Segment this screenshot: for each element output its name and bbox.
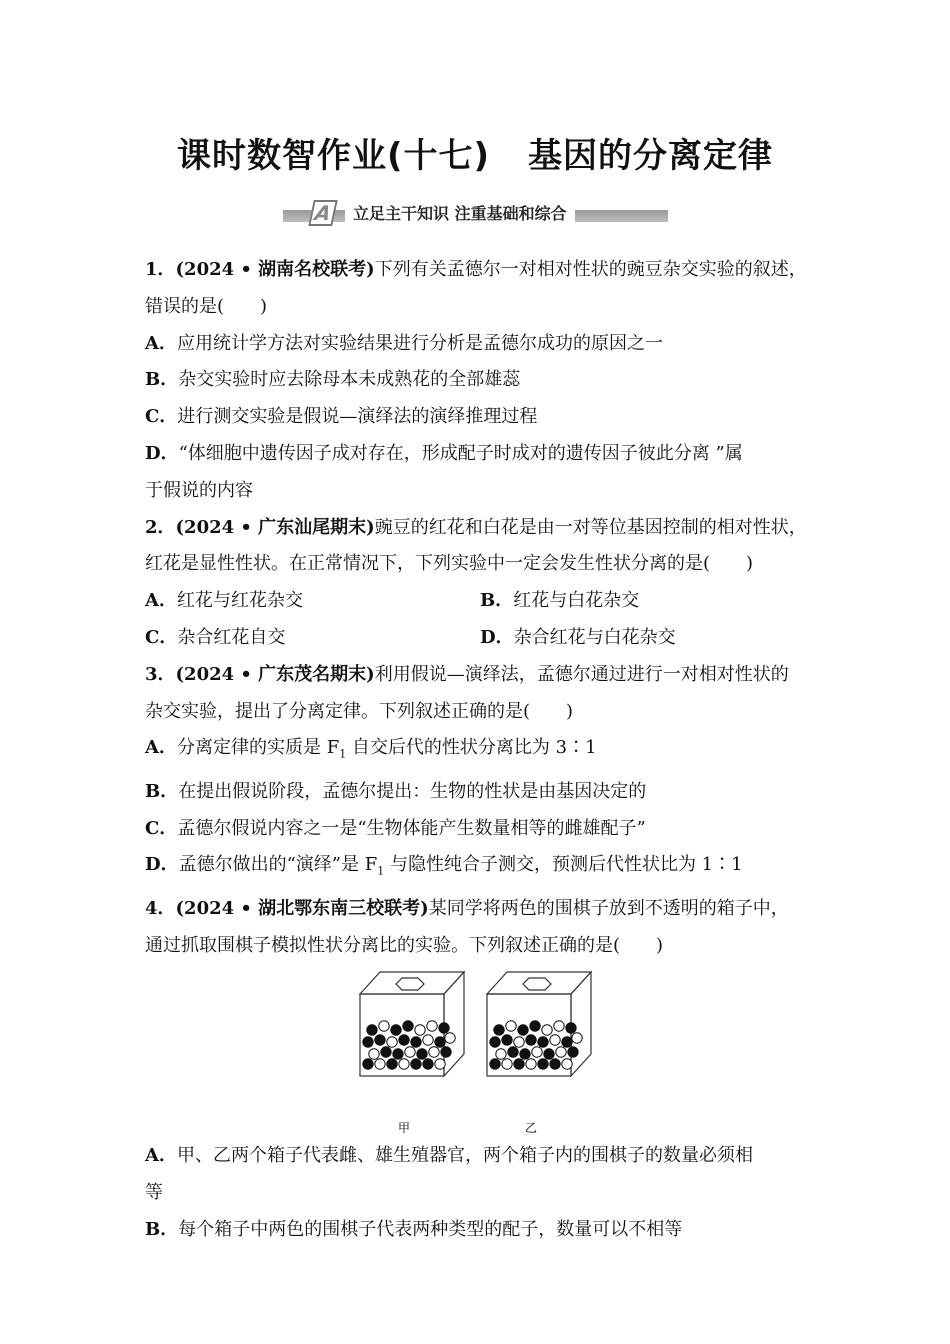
question-number: 2． — [145, 516, 176, 538]
black-stone — [411, 1037, 421, 1047]
question-4-option-b — [145, 1212, 825, 1249]
stem-text: 下列有关孟德尔一对相对性状的豌豆杂交实验的叙述， — [374, 259, 807, 280]
question-1-option-d-cont: 于假说的内容 — [145, 479, 253, 501]
question-4-stem-cont: 通过抓取围棋子模拟性状分离比的实验。下列叙述正确的是( ) — [145, 934, 664, 956]
question-number: 4． — [145, 897, 176, 919]
question-1-option-b — [145, 362, 825, 399]
white-stone — [399, 1059, 409, 1069]
question-3-option-d — [145, 847, 825, 890]
question-3-option-a — [145, 730, 825, 773]
option-letter: A． — [145, 737, 177, 759]
black-stone — [441, 1047, 451, 1057]
page-title — [0, 128, 950, 177]
question-number: 3． — [145, 663, 176, 685]
option-text-cont: 自交后代的性状分离比为 3∶1 — [346, 737, 597, 759]
white-stone — [556, 1047, 566, 1057]
white-stone — [405, 1047, 415, 1057]
question-2-option-b — [480, 583, 815, 620]
white-stone — [415, 1025, 425, 1035]
question-2-option-d — [480, 620, 815, 657]
black-stone — [417, 1049, 427, 1059]
black-stone — [562, 1037, 572, 1047]
title-part1: 课时数智作业(十七) — [176, 136, 491, 176]
question-1-option-a — [145, 326, 825, 363]
black-stone — [568, 1047, 578, 1057]
question-4-stem — [145, 891, 825, 928]
question-source: (2024 • 广东茂名期末) — [175, 663, 375, 685]
black-stone — [550, 1059, 560, 1069]
box-top-face — [360, 972, 464, 994]
subscript: 1 — [377, 864, 385, 878]
question-3-stem — [145, 657, 825, 694]
black-stone — [538, 1059, 548, 1069]
question-number: 1． — [145, 259, 176, 280]
question-2-stem — [145, 510, 825, 547]
white-stone — [572, 1033, 582, 1043]
box-opening — [523, 978, 551, 990]
white-stone — [514, 1037, 524, 1047]
black-stone — [508, 1047, 518, 1057]
question-3-stem-cont: 杂交实验，提出了分离定律。下列叙述正确的是( ) — [145, 700, 574, 722]
question-source: (2024 • 湖南名校联考) — [175, 259, 375, 280]
question-1-stem — [145, 252, 825, 289]
question-1-stem-cont: 错误的是( ) — [145, 295, 268, 317]
option-letter: A． — [145, 332, 177, 354]
option-letter: B． — [145, 369, 179, 391]
white-stone — [427, 1021, 437, 1031]
black-stone — [494, 1025, 504, 1035]
box-jia — [360, 972, 464, 1076]
question-2-option-c — [145, 620, 480, 657]
white-stone — [562, 1059, 572, 1069]
stem-text: 利用假说—演绎法，孟德尔通过进行一对相对性状的 — [374, 663, 789, 685]
white-stone — [506, 1021, 516, 1031]
black-stone — [375, 1035, 385, 1045]
black-stone — [502, 1035, 512, 1045]
black-stone — [490, 1059, 500, 1069]
black-stone — [363, 1059, 373, 1069]
black-stone — [411, 1059, 421, 1069]
option-text: 孟德尔做出的“演绎”是 F — [178, 854, 378, 876]
figure-label-yi: 乙 — [524, 1121, 538, 1134]
question-source: (2024 • 广东汕尾期末) — [175, 516, 375, 538]
box-opening — [396, 978, 424, 990]
black-stone — [566, 1023, 576, 1033]
question-source: (2024 • 湖北鄂东南三校联考) — [175, 897, 429, 919]
white-stone — [379, 1021, 389, 1031]
white-stone — [542, 1025, 552, 1035]
white-stone — [532, 1047, 542, 1057]
question-2-options-row2 — [145, 620, 825, 657]
black-stone — [439, 1023, 449, 1033]
option-text: 每个箱子中两色的围棋子代表两种类型的配子，数量可以不相等 — [178, 1218, 683, 1240]
box-top-face — [487, 972, 591, 994]
white-stone — [526, 1059, 536, 1069]
section-badge: A — [308, 200, 338, 226]
option-text: 分离定律的实质是 F — [176, 737, 340, 759]
white-stone — [550, 1035, 560, 1045]
option-letter: C． — [145, 406, 178, 428]
black-stone — [367, 1025, 377, 1035]
white-stone — [387, 1037, 397, 1047]
white-stone — [502, 1059, 512, 1069]
option-text: 应用统计学方法对实验结果进行分析是孟德尔成功的原因之一 — [176, 332, 663, 354]
black-stone — [518, 1025, 528, 1035]
black-stone — [530, 1021, 540, 1031]
black-stone — [403, 1021, 413, 1031]
option-text: 红花与红花杂交 — [176, 590, 303, 612]
black-stone — [520, 1049, 530, 1059]
question-2-options-row1 — [145, 583, 825, 620]
option-letter: D． — [145, 854, 179, 876]
option-letter: C． — [145, 817, 178, 839]
question-2-stem-cont: 红花是显性性状。在正常情况下，下列实验中一定会发生性状分离的是( ) — [145, 553, 754, 575]
black-stone — [490, 1037, 500, 1047]
section-label: 立足主干知识 注重基础和综合 — [345, 202, 575, 226]
question-4-option-a — [145, 1138, 825, 1175]
question-4-figure — [145, 968, 825, 1138]
question-1-option-d — [145, 436, 825, 473]
section-banner — [283, 200, 668, 228]
option-letter: B． — [145, 1218, 179, 1240]
title-part2: 基因的分离定律 — [528, 136, 774, 176]
option-text: 进行测交实验是假说—演绎法的演绎推理过程 — [177, 406, 538, 428]
white-stone — [445, 1033, 455, 1043]
black-stone — [387, 1059, 397, 1069]
white-stone — [369, 1049, 379, 1059]
black-stone — [538, 1037, 548, 1047]
black-stone — [381, 1047, 391, 1057]
question-1-option-c — [145, 399, 825, 436]
option-text: 在提出假说阶段，孟德尔提出：生物的性状是由基因决定的 — [178, 780, 647, 802]
black-stone — [423, 1059, 433, 1069]
white-stone — [375, 1059, 385, 1069]
option-text: 杂合红花与白花杂交 — [513, 626, 676, 648]
option-text-cont: 与隐性纯合子测交，预测后代性状比为 1∶1 — [384, 854, 743, 876]
black-stone — [363, 1037, 373, 1047]
option-text: “体细胞中遗传因子成对存在，形成配子时成对的遗传因子彼此分离 ”属 — [178, 442, 743, 464]
option-letter: D． — [480, 626, 514, 648]
question-3-option-c — [145, 811, 825, 848]
option-text: 孟德尔假说内容之一是“生物体能产生数量相等的雌雄配子” — [177, 817, 646, 839]
white-stone — [496, 1049, 506, 1059]
black-stone — [391, 1025, 401, 1035]
question-4-option-a-cont: 等 — [145, 1182, 163, 1204]
option-text: 甲、乙两个箱子代表雌、雄生殖器官，两个箱子内的围棋子的数量必须相 — [176, 1145, 753, 1167]
white-stone — [554, 1021, 564, 1031]
subscript: 1 — [339, 747, 347, 761]
option-letter: C． — [145, 626, 178, 648]
black-stone — [435, 1037, 445, 1047]
option-letter: D． — [145, 442, 179, 464]
white-stone — [429, 1047, 439, 1057]
black-stone — [393, 1049, 403, 1059]
option-letter: A． — [145, 590, 177, 612]
stem-text: 豌豆的红花和白花是由一对等位基因控制的相对性状， — [374, 516, 807, 538]
stem-text: 某同学将两色的围棋子放到不透明的箱子中， — [428, 897, 789, 919]
question-list — [145, 252, 825, 1249]
option-letter: A． — [145, 1145, 177, 1167]
option-text: 杂交实验时应去除母本未成熟花的全部雄蕊 — [178, 369, 521, 391]
option-letter: B． — [480, 590, 514, 612]
figure-label-jia: 甲 — [397, 1121, 411, 1134]
question-3-option-b — [145, 774, 825, 811]
option-letter: B． — [145, 780, 179, 802]
option-text: 红花与白花杂交 — [513, 590, 640, 612]
black-stone — [544, 1049, 554, 1059]
option-text: 杂合红花自交 — [177, 626, 286, 648]
box-yi — [487, 972, 591, 1076]
black-stone — [514, 1059, 524, 1069]
boxes-diagram — [358, 968, 608, 1133]
question-2-option-a — [145, 583, 480, 620]
white-stone — [435, 1059, 445, 1069]
black-stone — [399, 1035, 409, 1045]
white-stone — [423, 1035, 433, 1045]
black-stone — [526, 1035, 536, 1045]
